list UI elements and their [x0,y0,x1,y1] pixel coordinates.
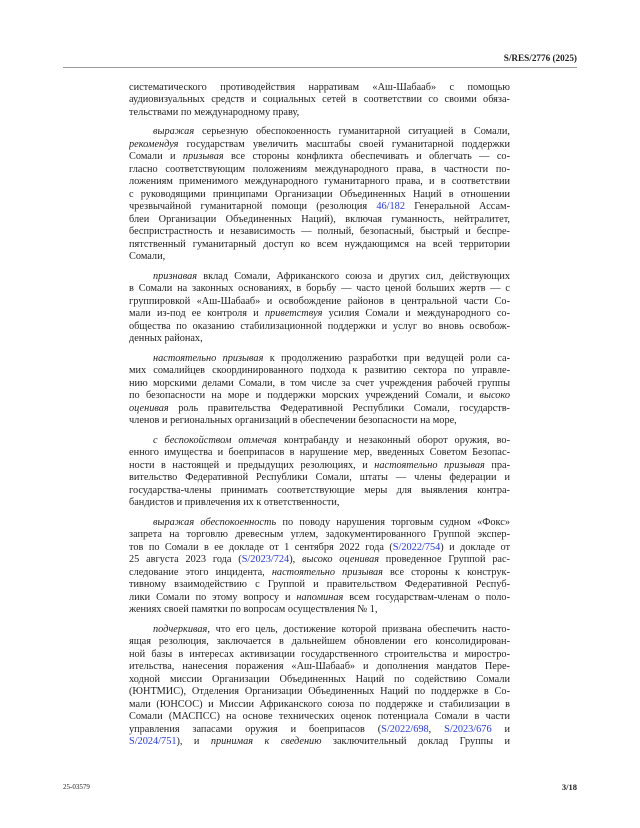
text-run: чрезвычайной гуманитарной помощи (резолюция [129,201,377,213]
text-run: мали из-под ее контроля и [129,308,265,320]
text-run: проведенное Группой рас- [379,554,510,566]
text-line [129,176,510,189]
text-line [129,390,510,403]
text-run: ящая резолюция, заключается в дальнейшем обновлении его консолидирован- [129,636,510,648]
text-line [129,736,510,749]
text-line [129,308,510,321]
text-run: государства-члены принимать соответствующие меры для выявления контра- [129,484,510,496]
text-run: беспристрастность и независимость — полный, безопасный, быстрый и беспре- [129,226,510,238]
text-run: блеи Организации Объединенных Наций), включая гуманность, нейтралитет, [129,213,510,225]
text-run: Генеральной Ассам- [404,201,510,213]
operative-phrase: выражая [153,126,195,138]
operative-phrase: с беспокойством отмечая [153,434,277,446]
text-run: нию морскими делами Сомали, в том числе за счет учреждения рабочей группы [129,377,510,389]
text-run: мали (ЮНСОС) и Миссии Африканского союза по поддержке и стабилизации в [129,698,510,710]
text-line [129,624,510,637]
text-run: в Сомали на законных основаниях, в борьбу — часто ценой больших жертв — с [129,283,510,295]
text-run: систематического противодействия нарративам «Аш-Шабааб» с помощью [129,81,510,93]
text-line [129,94,510,107]
document-link[interactable]: S/2024/751 [129,736,177,748]
text-run: ности в настоящей и предыдущих резолюциях, и [129,459,375,471]
text-run: , [428,723,445,735]
text-run: тов по Сомали в ее докладе от 1 сентября 2022 года ( [129,541,393,553]
text-run: вительство Федеративной Республики Сомали, штаты — члены федерации и [129,472,510,484]
text-run: общества по оказанию стабилизационной поддержки и услуг во вновь освобож- [129,320,510,332]
document-symbol: S/RES/2776 (2025) [503,53,577,63]
text-run: ), [289,554,303,566]
text-line [129,460,510,473]
text-line [129,226,510,239]
document-link[interactable]: 46/182 [376,201,405,213]
text-run: бандистов и привлечения их к ответственности, [129,497,340,509]
text-run: гласно соответствующим положениям международного права, в частности по- [129,163,510,175]
header-rule [63,67,577,68]
text-run: ной базы в интересах активизации государственного строительства и миростро- [129,648,510,660]
text-line [129,699,510,712]
text-line [129,567,510,580]
text-line [129,151,510,164]
text-line [129,321,510,334]
text-run: по безопасности на море и поддержки морских учреждений Сомали, и [129,390,480,402]
text-line [129,139,510,152]
document-link[interactable]: S/2023/724 [241,554,290,566]
text-line [129,164,510,177]
text-run: ), и [176,736,211,748]
text-line [129,271,510,284]
text-line [129,403,510,416]
text-line [129,435,510,448]
text-run: по поводу нарушения торговым судном «Фокс» [276,516,510,528]
text-line [129,686,510,699]
operative-phrase: подчеркивая [153,623,208,635]
text-line [129,353,510,366]
operative-phrase: высоко оценивая [302,554,380,566]
text-line [129,239,510,252]
text-run: к продолжению разработки при ведущей роли са- [263,352,510,364]
text-line [129,214,510,227]
text-line [129,604,510,617]
text-run: аудиовизуальных средств и социальных сетей в соответствии со своими обяза- [129,94,510,106]
text-line [129,529,510,542]
text-line [129,107,510,120]
text-run: и [491,723,510,735]
text-line [129,201,510,214]
text-run: жениях своей памятки по вопросам осуществления № 1, [129,604,378,616]
operative-phrase: напоминая [296,591,344,603]
text-run: группировкой «Аш-Шабааб» и освобождение районов в центральной части Со- [129,295,510,307]
text-run: управления запасами оружия и боеприпасов ( [129,723,382,735]
text-line [129,365,510,378]
operative-phrase: выражая обеспокоенность [153,516,277,528]
text-line [129,447,510,460]
paragraph [129,271,510,346]
paragraph [129,624,510,749]
page-number: 3/18 [561,782,577,792]
text-run: запрета на торговлю древесным углем, задокументированного Группой экспер- [129,529,510,541]
paragraph [129,353,510,428]
text-run: заключительный доклад Группы и [321,736,510,748]
document-link[interactable]: S/2022/698 [381,723,429,735]
text-run: членов и региональных организаций в обеспечении безопасности на море, [129,415,457,427]
text-run: все стороны к конструк- [382,566,510,578]
text-line [129,296,510,309]
paragraph [129,82,510,120]
text-line [129,711,510,724]
text-run: , что его цель, достижение которой призвана обеспечить насто- [207,623,510,635]
text-line [129,724,510,737]
operative-phrase: настоятельно призывая [374,459,485,471]
text-run: (ЮНТМИС), Отделения Организации Объединенных Наций по поддержке в Со- [129,686,510,698]
text-run: тельствами по международному праву, [129,106,300,118]
text-line [129,251,510,264]
text-run: с руководящими принципами Организации Объединенных Наций в отношении [129,188,510,200]
text-run: все стороны конфликта обеспечивать и облегчать — со- [223,151,510,163]
paragraph [129,126,510,264]
text-line [129,661,510,674]
text-line [129,592,510,605]
operative-phrase: оценивая [129,402,169,414]
text-line [129,189,510,202]
text-line [129,649,510,662]
text-line [129,126,510,139]
text-run: государствам увеличить масштабы своей гуманитарной поддержки [178,138,510,150]
document-body [129,82,510,756]
text-line [129,542,510,555]
operative-phrase: настоятельно призывая [271,566,383,578]
text-run: Сомали (МАСПСС) на основе технических оценок потенциала Сомали в части [129,711,510,723]
text-line [129,415,510,428]
text-run: енного имущества и боеприпасов в нарушение мер, введенных Советом Безопас- [129,447,510,459]
text-run: вклад Сомали, Африканского союза и других сил, действующих [197,270,510,282]
document-link[interactable]: S/2023/676 [444,723,492,735]
text-line [129,283,510,296]
paragraph [129,435,510,510]
text-run: ительства, нанесения поражения «Аш-Шабааб» и дополнения мандатов Пере- [129,661,510,673]
operative-phrase: призывая [182,151,224,163]
text-line [129,517,510,530]
operative-phrase: высоко [479,390,510,402]
text-run: пятственный гуманитарный доступ ко всем нуждающимся на всей территории [129,238,510,250]
paragraph [129,517,510,617]
text-run: всем государствам-членам о поло- [343,591,510,603]
text-line [129,472,510,485]
text-run: контрабанду и незаконный оборот оружия, во- [276,434,510,446]
operative-phrase: настоятельно призывая [153,352,264,364]
text-run: 25 августа 2023 года ( [129,554,242,566]
text-line [129,636,510,649]
operative-phrase: приветствуя [264,308,323,320]
text-run: пра- [484,459,510,471]
text-line [129,674,510,687]
text-run: тивному взаимодействию с Группой и правительством Федеративной Респуб- [129,579,510,591]
operative-phrase: принимая к сведению [210,736,322,748]
text-line [129,333,510,346]
text-run: Сомали и [129,151,183,163]
text-line [129,485,510,498]
text-line [129,497,510,510]
text-run: денных районах, [129,333,203,345]
document-link[interactable]: S/2022/754 [392,541,441,553]
text-run: ложениям применимого международного гуманитарного права, и в соответствии [129,176,510,188]
text-run: усилия Сомали и международного со- [322,308,510,320]
text-run: следование этого инцидента, [129,566,272,578]
operative-phrase: рекомендуя [129,138,179,150]
text-run: мих сомалийцев скоординированного подхода к развитию сектора по управле- [129,365,510,377]
text-line [129,82,510,95]
text-run: Сомали, [129,251,166,263]
text-run: ) и докладе от [440,541,510,553]
text-line [129,554,510,567]
text-line [129,378,510,391]
text-run: лики Сомали по этому вопросу и [129,591,297,603]
text-line [129,579,510,592]
text-run: ходной миссии Организации Объединенных Наций по содействию Сомали [129,673,510,685]
operative-phrase: признавая [153,270,198,282]
text-run: серьезную обеспокоенность гуманитарной ситуацией в Сомали, [194,126,510,138]
job-number: 25-03579 [63,783,90,791]
text-run: роль правительства Федеративной Республики Сомали, государств- [168,402,510,414]
